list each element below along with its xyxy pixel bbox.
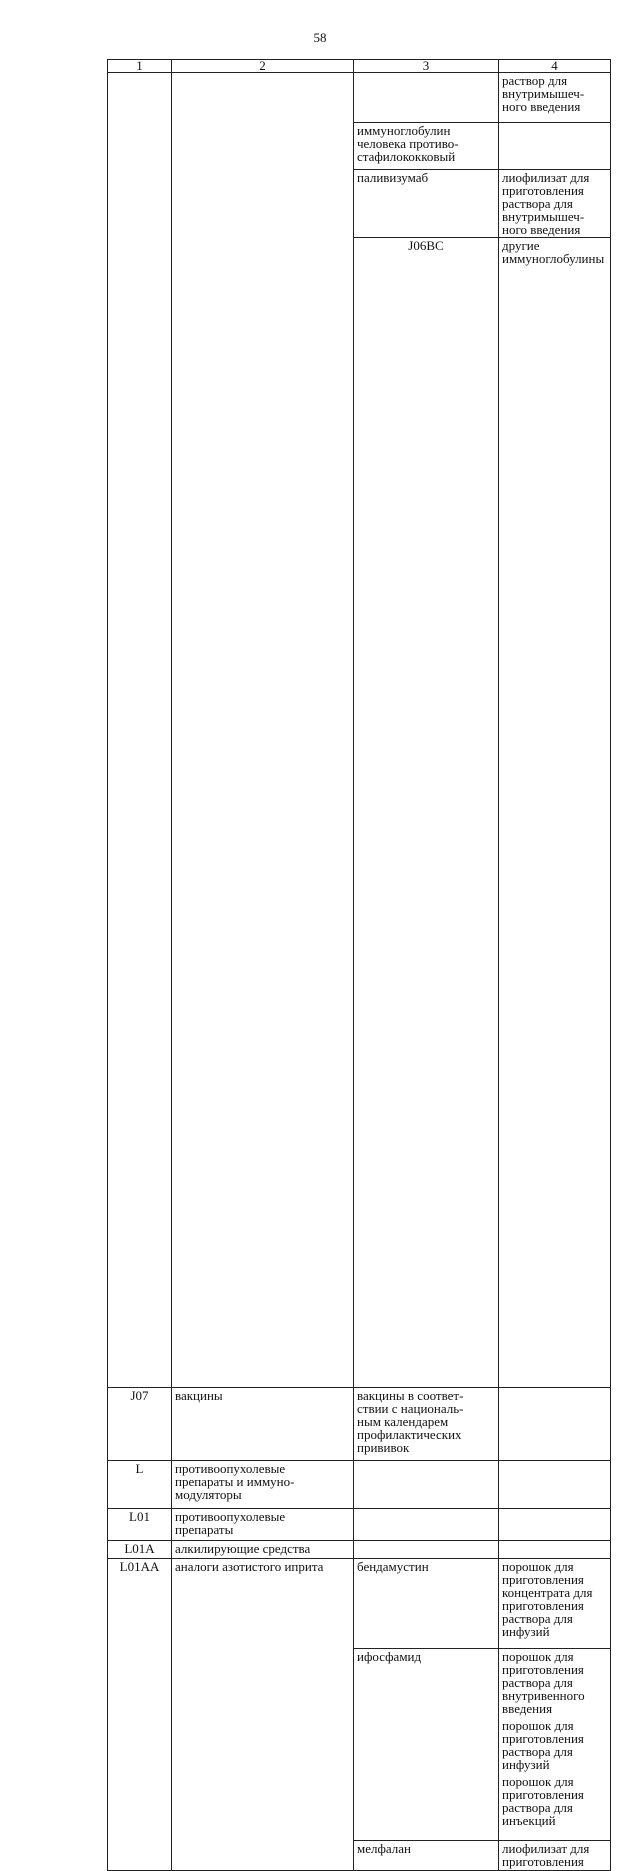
- dosage-form: порошок для приготовления раствора для внутривенного введения: [502, 1649, 585, 1716]
- dosage-form-cell: [499, 1559, 611, 1649]
- atc-code-cell: L01AA: [108, 1559, 172, 1871]
- page-number: 58: [313, 30, 327, 45]
- atc-code-cell: J06BC: [354, 238, 499, 1388]
- anatomical-group-cell: противоопухолевые препараты и иммуно- модуляторы: [172, 1461, 354, 1509]
- dosage-form: лиофилизат для приготовления: [502, 1841, 590, 1869]
- atc-code-cell: L01A: [108, 1541, 172, 1559]
- atc-code-cell: L01: [108, 1509, 172, 1541]
- dosage-form-cell: [499, 1509, 611, 1541]
- dosage-form-cell: [499, 1649, 611, 1841]
- dosage-form: порошок для приготовления раствора для инъекций: [502, 1774, 584, 1828]
- drug-list-table: [107, 59, 611, 1871]
- atc-code-cell: [108, 73, 172, 1388]
- table-row: [108, 1461, 611, 1509]
- dosage-form: порошок для приготовления раствора для инфузий: [502, 1718, 584, 1772]
- anatomical-group-cell: вакцины: [172, 1388, 354, 1461]
- dosage-form-cell: [499, 1388, 611, 1461]
- column-number-row: [108, 60, 611, 73]
- anatomical-group-cell: другие иммуноглобулины: [499, 238, 611, 1388]
- atc-code-cell: J07: [108, 1388, 172, 1461]
- drug-name-cell: ифосфамид: [354, 1649, 499, 1841]
- anatomical-group-cell: [172, 73, 354, 1388]
- column-header: 2: [172, 60, 354, 73]
- dosage-form-cell: [499, 170, 611, 238]
- dosage-form-cell: [499, 1841, 611, 1871]
- drug-name-cell: бендамустин: [354, 1559, 499, 1649]
- drug-name-cell: [354, 1509, 499, 1541]
- anatomical-group-cell: противоопухолевые препараты: [172, 1509, 354, 1541]
- drug-name-cell: паливизумаб: [354, 170, 499, 238]
- column-header: 4: [499, 60, 611, 73]
- drug-name-cell: вакцины в соответ- ствии с националь- ным календарем профилактических прививок: [354, 1388, 499, 1461]
- drug-name-cell: [354, 73, 499, 123]
- dosage-form-cell: [499, 1541, 611, 1559]
- dosage-form: раствор для внутримышеч- ного введения: [502, 73, 585, 114]
- column-header: 1: [108, 60, 172, 73]
- dosage-form-cell: [499, 73, 611, 123]
- drug-name-cell: [354, 1541, 499, 1559]
- dosage-form-cell: [499, 123, 611, 170]
- anatomical-group-cell: аналоги азотистого иприта: [172, 1559, 354, 1871]
- table-row: [108, 1388, 611, 1461]
- drug-name-cell: [354, 1461, 499, 1509]
- atc-code-cell: L: [108, 1461, 172, 1509]
- dosage-form-cell: [499, 1461, 611, 1509]
- anatomical-group-cell: алкилирующие средства: [172, 1541, 354, 1559]
- table-row: [108, 1559, 611, 1649]
- table-row: [108, 1541, 611, 1559]
- dosage-form: лиофилизат для приготовления раствора для внутримышеч- ного введения: [502, 170, 590, 237]
- table-row: [108, 1509, 611, 1541]
- drug-name-cell: мелфалан: [354, 1841, 499, 1871]
- table-row: [108, 73, 611, 123]
- column-header: 3: [354, 60, 499, 73]
- drug-name-cell: иммуноглобулин человека противо- стафилококковый: [354, 123, 499, 170]
- dosage-form: порошок для приготовления концентрата для приготовления раствора для инфузий: [502, 1559, 593, 1639]
